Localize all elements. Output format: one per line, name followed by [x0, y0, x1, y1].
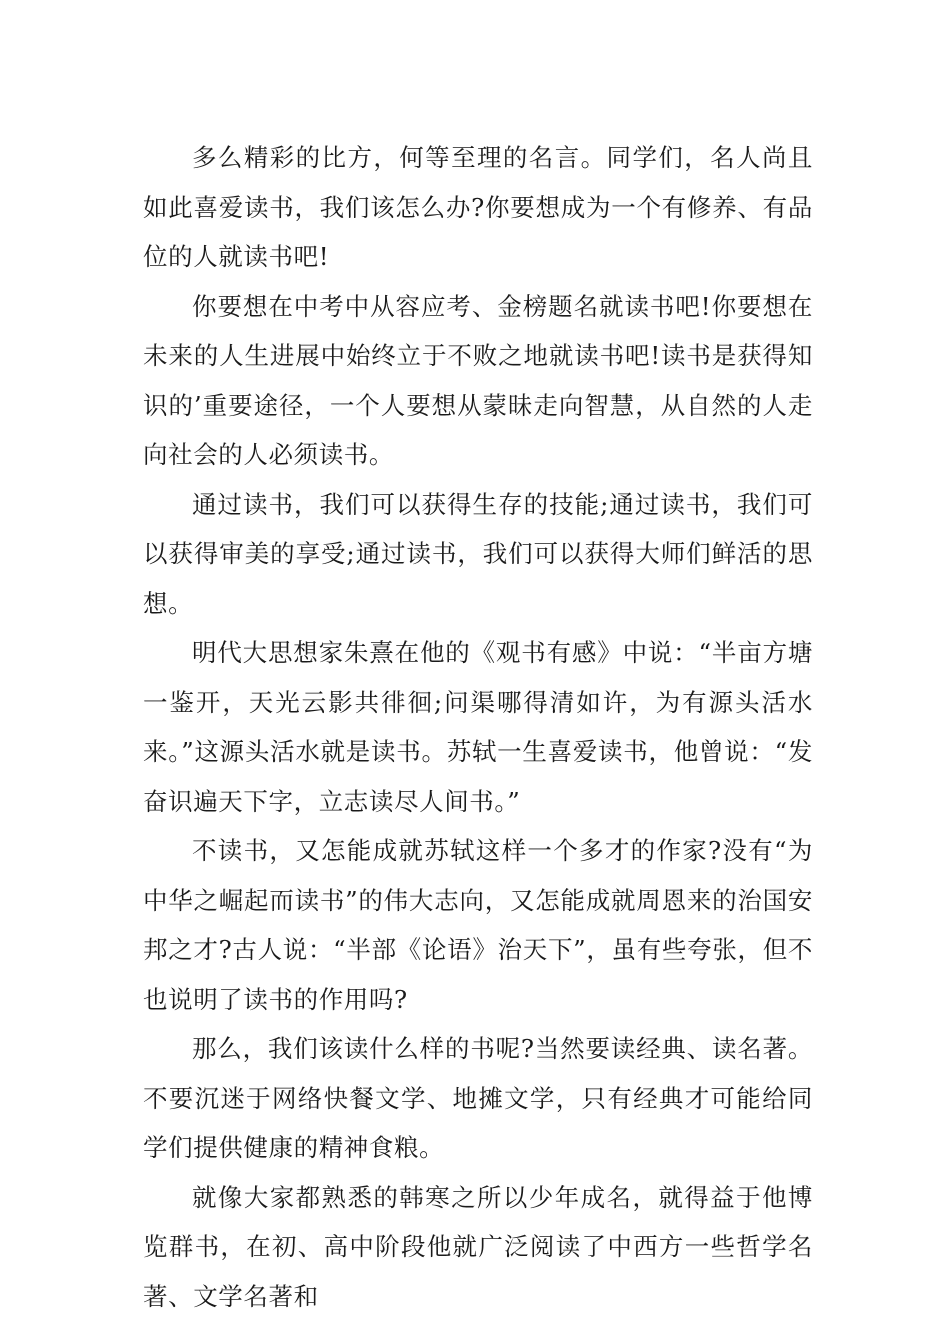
paragraph-4: 明代大思想家朱熹在他的《观书有感》中说：“半亩方塘一鉴开，天光云影共徘徊;问渠哪得清如许，为有源头活水来。”这源头活水就是读书。苏轼一生喜爱读书，他曾说：“发奋识遍天下字，立志读尽人间书。” [143, 638, 813, 816]
paragraph-7: 就像大家都熟悉的韩寒之所以少年成名，就得益于他博览群书，在初、高中阶段他就广泛阅读了中西方一些哲学名著、文学名著和 [143, 1182, 813, 1311]
paragraph-1: 多么精彩的比方，何等至理的名言。同学们，名人尚且如此喜爱读书，我们该怎么办?你要想成为一个有修养、有品位的人就读书吧! [143, 143, 813, 271]
paragraph-3: 通过读书，我们可以获得生存的技能;通过读书，我们可以获得审美的享受;通过读书，我们可以获得大师们鲜活的思想。 [143, 489, 813, 618]
paragraph-5: 不读书，又怎能成就苏轼这样一个多才的作家?没有“为中华之崛起而读书”的伟大志向，又怎能成就周恩来的治国安邦之才?古人说：“半部《论语》治天下”，虽有些夸张，但不也说明了读书的作用吗? [143, 836, 813, 1014]
paragraph-6: 那么，我们该读什么样的书呢?当然要读经典、读名著。不要沉迷于网络快餐文学、地摊文学，只有经典才可能给同学们提供健康的精神食粮。 [143, 1034, 813, 1162]
document-body [143, 133, 813, 1321]
paragraph-2: 你要想在中考中从容应考、金榜题名就读书吧!你要想在未来的人生进展中始终立于不败之地就读书吧!读书是获得知识的’重要途径，一个人要想从蒙昧走向智慧，从自然的人走向社会的人必须读书。 [143, 291, 813, 469]
